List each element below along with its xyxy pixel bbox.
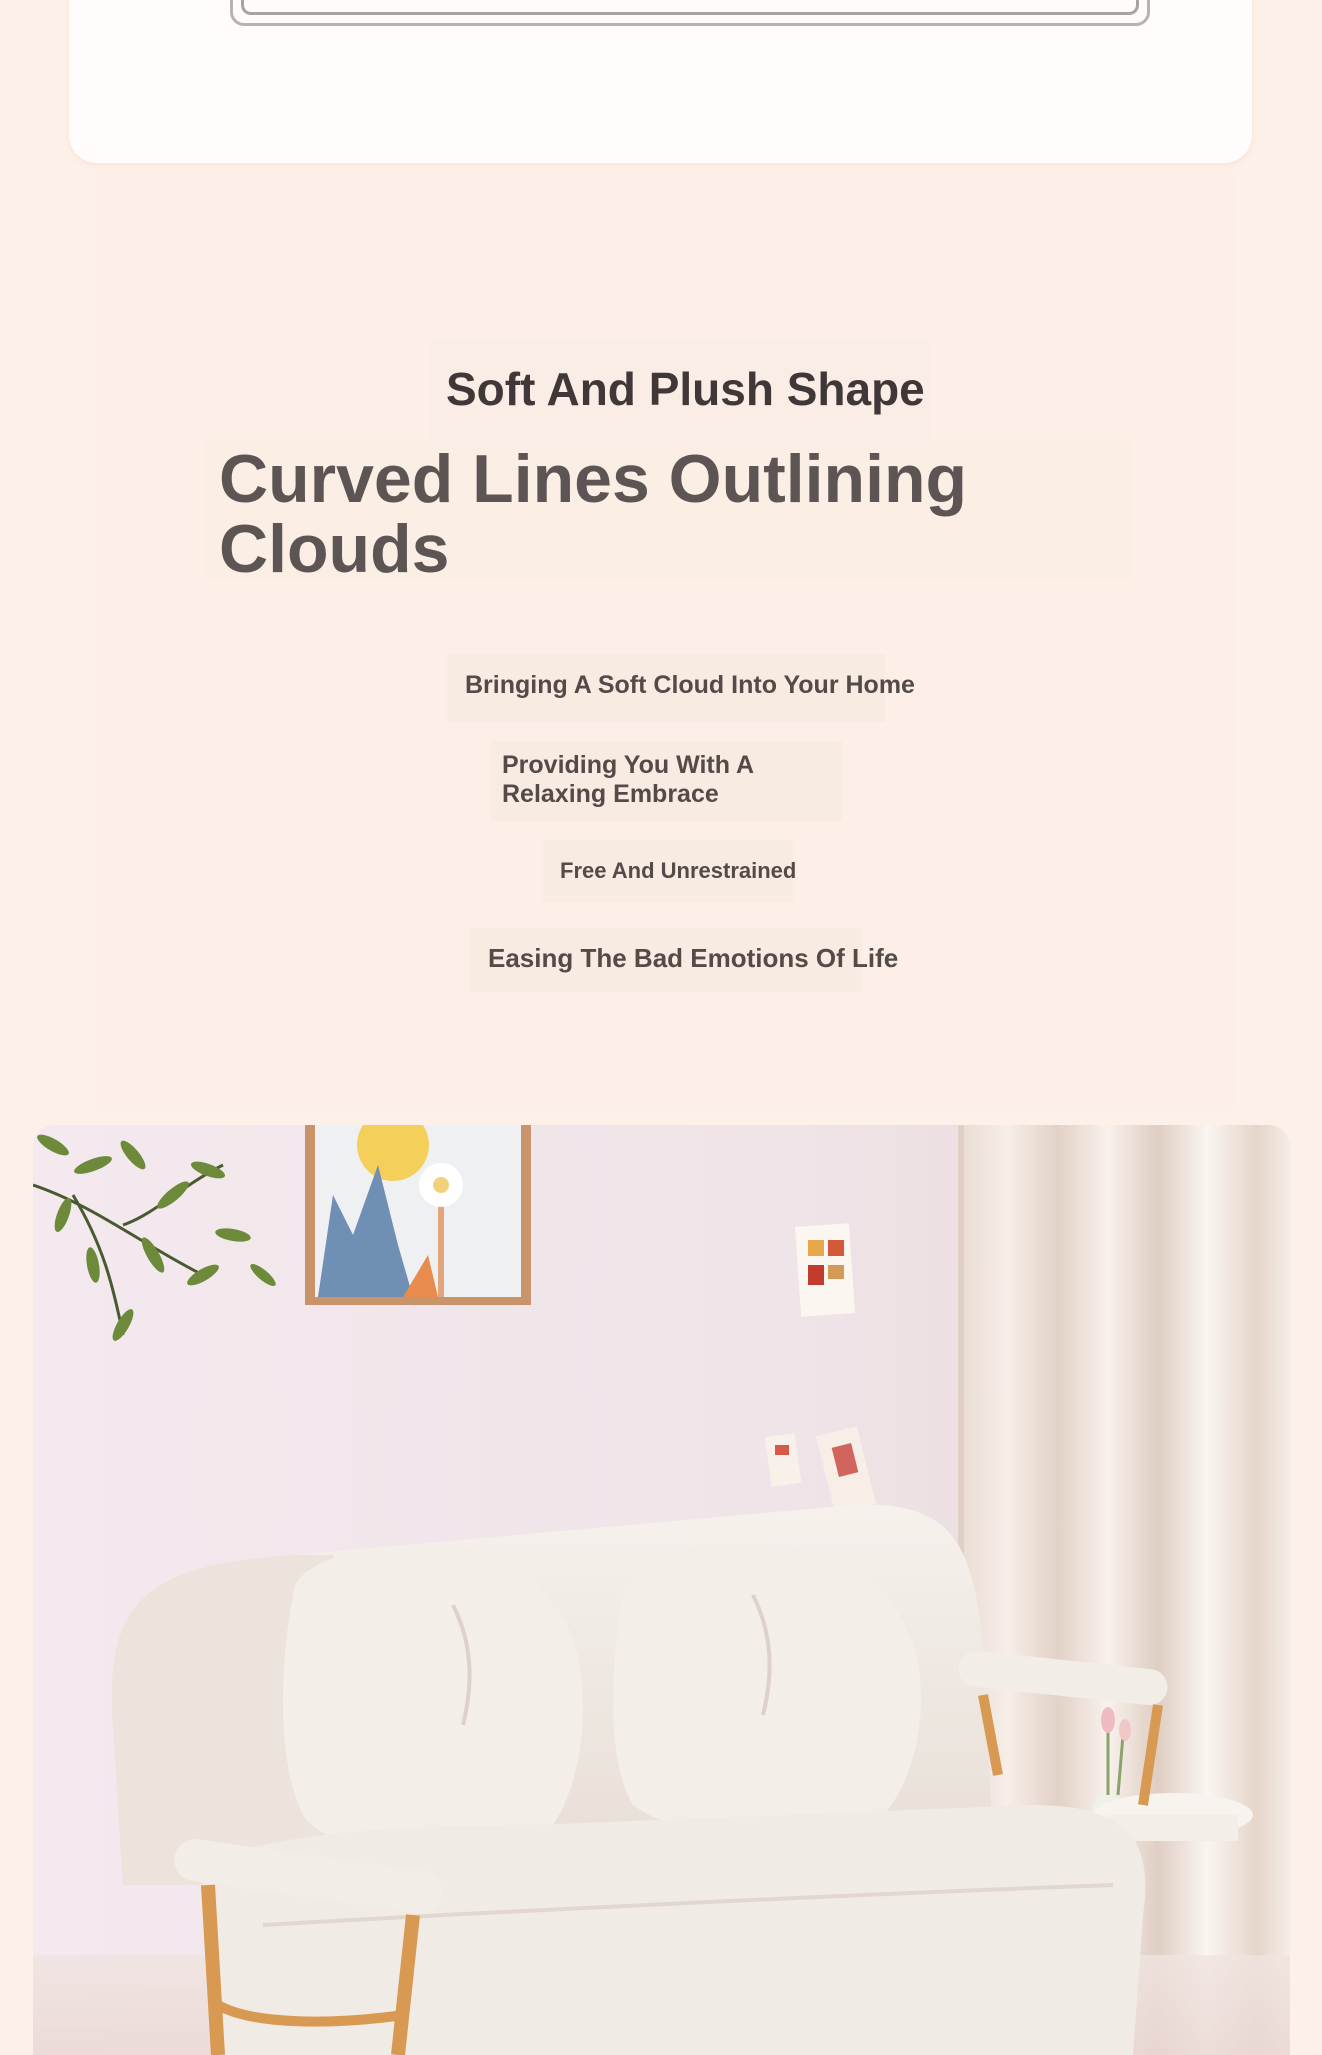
section-subtitle: Soft And Plush Shape (446, 363, 925, 415)
feature-line-2: Providing You With A Relaxing Embrace (502, 751, 754, 808)
feature-line-3: Free And Unrestrained (560, 858, 797, 883)
section-headline: Curved Lines Outlining Clouds (219, 441, 968, 587)
wall-painting (305, 1125, 531, 1305)
product-frame-inner (241, 0, 1139, 15)
feature-line-4: Easing The Bad Emotions Of Life (488, 943, 899, 973)
sofa-product-photo (33, 1125, 1290, 2055)
feature-line-1: Bringing A Soft Cloud Into Your Home (465, 671, 915, 699)
product-frame-outline (230, 0, 1150, 26)
